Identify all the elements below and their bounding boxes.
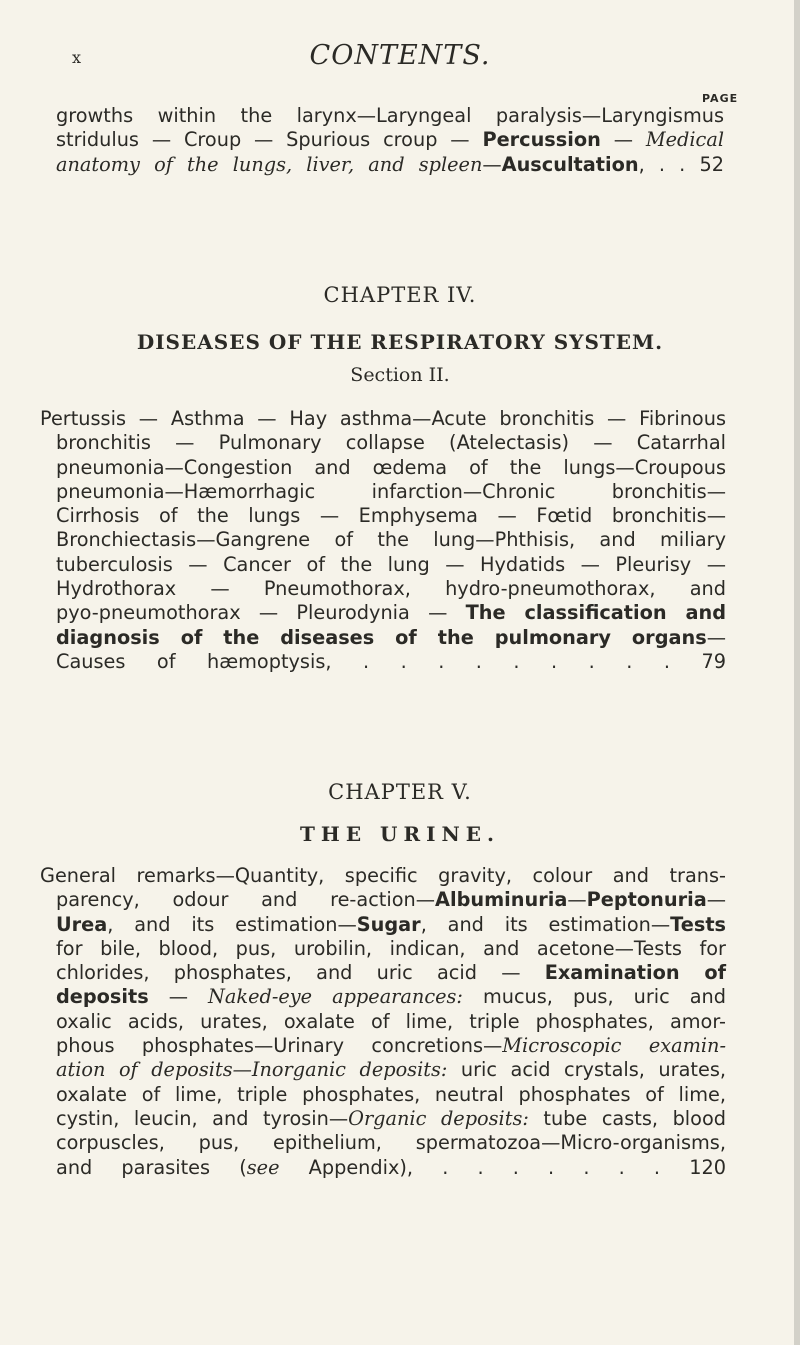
- entry-line: cystin, leucin, and tyrosin—Organic deposits: tube casts, blood: [56, 1106, 726, 1130]
- running-title: CONTENTS.: [309, 40, 491, 71]
- entry-line: oxalate of lime, triple phosphates, neutral phosphates of lime,: [56, 1082, 726, 1106]
- entry-line: stridulus — Croup — Spurious croup — Percussion — Medical: [56, 128, 724, 152]
- page-number: 52: [699, 152, 724, 176]
- entry-line: Bronchiectasis—Gangrene of the lung—Phthisis, and miliary: [56, 528, 726, 552]
- section-label: Section II.: [350, 364, 450, 386]
- entry-line: oxalic acids, urates, oxalate of lime, triple phosphates, amor-: [56, 1009, 726, 1033]
- entry-line: bronchitis — Pulmonary collapse (Atelectasis) — Catarrhal: [56, 431, 726, 455]
- entry-line: diagnosis of the diseases of the pulmonary organs—: [56, 625, 726, 649]
- entry-line: parency, odour and re-action—Albuminuria—Peptonuria—: [56, 888, 726, 912]
- entry-continuation: [56, 104, 724, 177]
- entry-line: Cirrhosis of the lungs — Emphysema — Fœtid bronchitis—: [56, 504, 726, 528]
- entry-line: pneumonia—Hæmorrhagic infarction—Chronic bronchitis—: [56, 479, 726, 503]
- entry-line: pyo-pneumothorax — Pleurodynia — The classification and: [56, 601, 726, 625]
- entry-line: growths within the larynx—Laryngeal paralysis—Laryngismus: [56, 104, 724, 127]
- entry-line: Hydrothorax — Pneumothorax, hydro-pneumothorax, and: [56, 577, 726, 601]
- entry-line: General remarks—Quantity, specific gravity, colour and trans-: [40, 864, 726, 887]
- entry-line: tuberculosis — Cancer of the lung — Hydatids — Pleurisy —: [56, 552, 726, 576]
- entry-line: for bile, blood, pus, urobilin, indican, and acetone—Tests for: [56, 936, 726, 960]
- chapter-heading: CHAPTER V.: [328, 780, 472, 804]
- entry-line: chlorides, phosphates, and uric acid — Examination of: [56, 961, 726, 985]
- chapter-title: DISEASES OF THE RESPIRATORY SYSTEM.: [136, 330, 664, 354]
- entry-line: Urea, and its estimation—Sugar, and its estimation—Tests: [56, 912, 727, 936]
- page-number: 79: [701, 649, 726, 673]
- chapter-iv-contents: [40, 407, 726, 674]
- running-head: [0, 40, 800, 80]
- entry-line: Causes of hæmoptysis, . . . . . . . . . 79: [56, 649, 726, 673]
- entry-line: pneumonia—Congestion and œdema of the lungs—Croupous: [56, 455, 726, 479]
- entry-line: and parasites (see Appendix), . . . . . . . 120: [56, 1155, 726, 1179]
- chapter-heading: CHAPTER IV.: [323, 283, 477, 307]
- entry-line: deposits — Naked-eye appearances: mucus, pus, uric and: [56, 985, 727, 1009]
- page-number: 120: [689, 1155, 726, 1179]
- page-column-label: PAGE: [702, 92, 739, 105]
- roman-page-number: x: [72, 48, 82, 67]
- entry-line: ation of deposits—Inorganic deposits: uric acid crystals, urates,: [56, 1058, 726, 1082]
- chapter-v-contents: [40, 864, 726, 1180]
- chapter-title: THE URINE.: [300, 822, 500, 846]
- entry-line: corpuscles, pus, epithelium, spermatozoa—Micro-organisms,: [56, 1131, 726, 1155]
- page-edge-shadow: [794, 0, 800, 1345]
- entry-line: Pertussis — Asthma — Hay asthma—Acute bronchitis — Fibrinous: [40, 407, 726, 430]
- entry-line: phous phosphates—Urinary concretions—Microscopic examin-: [56, 1034, 726, 1058]
- entry-line: anatomy of the lungs, liver, and spleen—Auscultation, . . 52: [56, 152, 724, 176]
